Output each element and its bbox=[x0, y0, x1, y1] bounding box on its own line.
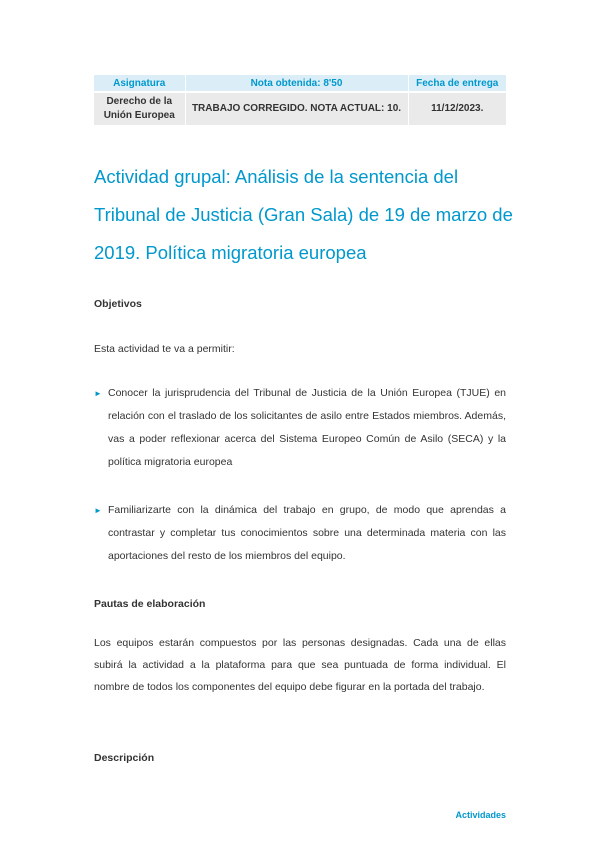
bullet-arrow-icon: ► bbox=[94, 389, 102, 398]
document-title: Actividad grupal: Análisis de la sentencia del Tribunal de Justicia (Gran Sala) de 19 de marzo de 2019. Política migratoria europea bbox=[94, 166, 513, 263]
info-table-row bbox=[94, 92, 506, 125]
footer-label: Actividades bbox=[455, 810, 506, 820]
column-header-grade: Nota obtenida: 8'50 bbox=[185, 75, 408, 92]
bullet-arrow-icon: ► bbox=[94, 506, 102, 515]
column-header-subject: Asignatura bbox=[94, 75, 185, 92]
grade-note-cell: TRABAJO CORREGIDO. NOTA ACTUAL: 10. bbox=[185, 92, 408, 125]
date-cell: 11/12/2023. bbox=[408, 92, 506, 125]
objective-bullet-text: Conocer la jurisprudencia del Tribunal de Justicia de la Unión Europea (TJUE) en relación con el traslado de los solicitantes de asilo entre Estados miembros. Además, vas a poder reflexionar acerca del Sistema Europeo Común de Asilo (SECA) y la política migratoria europea bbox=[108, 387, 506, 468]
objective-bullet-item bbox=[94, 499, 506, 568]
info-table bbox=[94, 75, 506, 125]
subject-cell: Derecho de la Unión Europea bbox=[94, 92, 185, 125]
guidelines-heading: Pautas de elaboración bbox=[94, 598, 206, 610]
guidelines-text: Los equipos estarán compuestos por las personas designadas. Cada una de ellas subirá la actividad a la plataforma para que sea puntuada de forma individual. El nombre de todos los componentes del equipo debe figurar en la portada del trabajo. bbox=[94, 637, 506, 693]
objectives-heading: Objetivos bbox=[94, 298, 142, 310]
objective-bullet-item bbox=[94, 382, 506, 474]
objective-bullet-text: Familiarizarte con la dinámica del trabajo en grupo, de modo que aprendas a contrastar y completar tus conocimientos sobre una determinada materia con las aportaciones del resto de los miembros del equipo. bbox=[108, 504, 506, 562]
description-heading: Descripción bbox=[94, 752, 155, 764]
info-table-header-row bbox=[94, 75, 506, 92]
column-header-date: Fecha de entrega bbox=[408, 75, 506, 92]
objectives-intro: Esta actividad te va a permitir: bbox=[94, 343, 235, 355]
